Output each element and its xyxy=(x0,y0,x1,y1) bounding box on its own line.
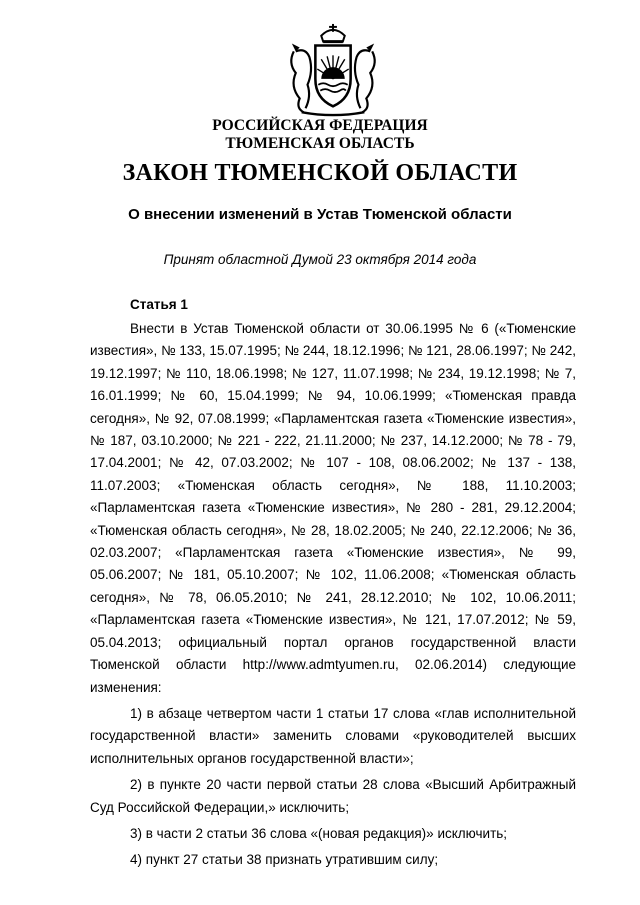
law-title: ЗАКОН ТЮМЕНСКОЙ ОБЛАСТИ xyxy=(122,160,518,186)
article-heading: Статья 1 xyxy=(130,297,188,312)
region-name: ТЮМЕНСКАЯ ОБЛАСТЬ xyxy=(225,135,415,152)
tyumen-oblast-coat-of-arms-icon xyxy=(284,22,382,120)
adoption-note: Принят областной Думой 23 октября 2014 года xyxy=(163,252,477,267)
article-intro-paragraph: Внести в Устав Тюменской области от 30.06.1995 № 6 («Тюменские известия», № 133, 15.07.1995; № 244, 18.12.1996; № 121, 28.06.1997; № 242, 19.12.1997; № 110, 18.06.1998; № 127, 11.07.1998; № 234, 19.12.1998; № 7, 16.01.1999; № 60, 15.04.1999; № 94, 10.06.1999; «Тюменская правда сегодня», № 92, 07.08.1999; «Парламентская газета «Тюменские известия», № 187, 03.10.2000; № 221 - 222, 21.11.2000; № 237, 14.12.2000; № 78 - 79, 17.04.2001; № 42, 07.03.2002; № 107 - 108, 08.06.2002; № 137 - 138, 11.07.2003; «Тюменская область сегодня», № 188, 11.10.2003; «Парламентская газета «Тюменские известия», № 280 - 281, 29.12.2004; «Тюменская область сегодня», № 28, 18.02.2005; № 240, 22.12.2006; № 36, 02.03.2007; «Парламентская газета «Тюменские известия», № 99, 05.06.2007; № 181, 05.10.2007; № 102, 11.06.2008; «Тюменская область сегодня», № 78, 06.05.2010; № 241, 28.12.2010; № 102, 10.06.2011; «Парламентская газета «Тюменские известия», № 121, 17.07.2012; № 59, 05.04.2013; официальный портал органов государственной власти Тюменской области http://www.admtyumen.ru, 02.06.2014) следующие изменения: xyxy=(90,321,576,695)
country-name: РОССИЙСКАЯ ФЕДЕРАЦИЯ xyxy=(212,117,428,134)
article-body xyxy=(90,318,576,872)
article-item-1: 1) в абзаце четвертом части 1 статьи 17 слова «глав исполнительной государственной власти» заменить словами «руководителей высших исполнительных органов государственной власти»; xyxy=(90,705,576,766)
article-item-3: 3) в части 2 статьи 36 слова «(новая редакция)» исключить; xyxy=(130,825,508,841)
article-item-4: 4) пункт 27 статьи 38 признать утратившим силу; xyxy=(130,852,439,868)
law-subject: О внесении изменений в Устав Тюменской области xyxy=(128,206,512,223)
article-item-2: 2) в пункте 20 части первой статьи 28 слова «Высший Арбитражный Суд Российской Федерации,» исключить; xyxy=(90,777,576,815)
